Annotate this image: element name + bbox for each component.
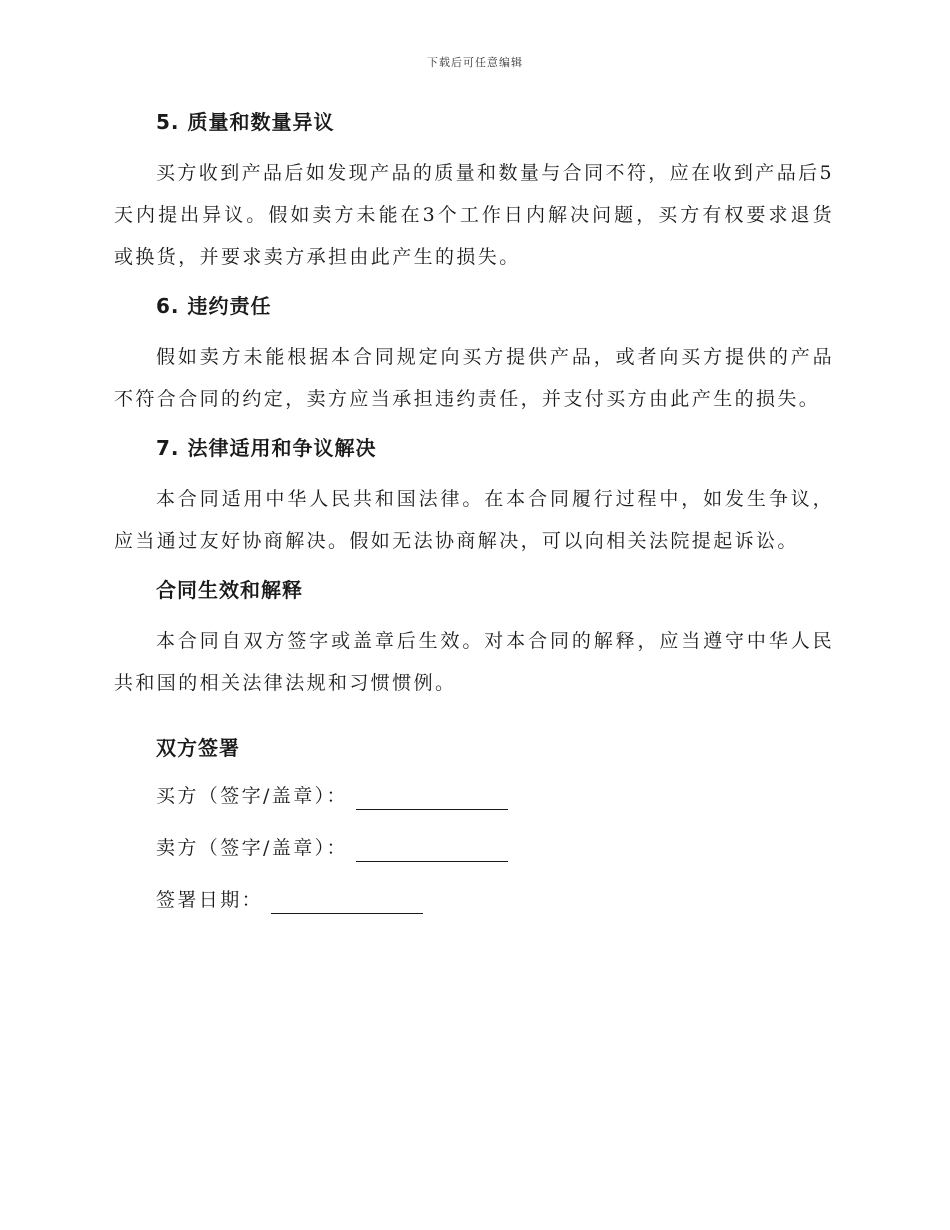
seller-signature-label: 卖方（签字/盖章）： xyxy=(156,837,348,859)
section-paragraph-breach: 假如卖方未能根据本合同规定向买方提供产品，或者向买方提供的产品不符合合同的约定，卖方应当承担违约责任，并支付买方由此产生的损失。 xyxy=(114,346,834,410)
section-heading-effectiveness: 合同生效和解释 xyxy=(156,578,303,602)
section-paragraph-quality: 买方收到产品后如发现产品的质量和数量与合同不符，应在收到产品后5天内提出异议。假如卖方未能在3个工作日内解决问题，买方有权要求退货或换货，并要求卖方承担由此产生的损失。 xyxy=(114,162,834,268)
buyer-signature-blank xyxy=(356,787,508,810)
section-heading-law: 7. 法律适用和争议解决 xyxy=(156,436,377,460)
section-paragraph-effectiveness: 本合同自双方签字或盖章后生效。对本合同的解释，应当遵守中华人民共和国的相关法律法规和习惯惯例。 xyxy=(114,630,834,694)
signing-date-blank xyxy=(271,891,423,914)
header-note: 下载后可任意编辑 xyxy=(427,56,523,69)
section-heading-quality: 5. 质量和数量异议 xyxy=(156,110,335,134)
seller-signature-line xyxy=(114,834,834,862)
signature-heading: 双方签署 xyxy=(156,736,240,760)
signing-date-line xyxy=(114,886,834,914)
document-body xyxy=(114,108,834,938)
seller-signature-blank xyxy=(356,839,508,862)
signing-date-label: 签署日期： xyxy=(156,889,264,911)
buyer-signature-line xyxy=(114,782,834,810)
section-paragraph-law: 本合同适用中华人民共和国法律。在本合同履行过程中，如发生争议，应当通过友好协商解决。假如无法协商解决，可以向相关法院提起诉讼。 xyxy=(114,488,834,552)
buyer-signature-label: 买方（签字/盖章）： xyxy=(156,785,348,807)
section-heading-breach: 6. 违约责任 xyxy=(156,294,272,318)
